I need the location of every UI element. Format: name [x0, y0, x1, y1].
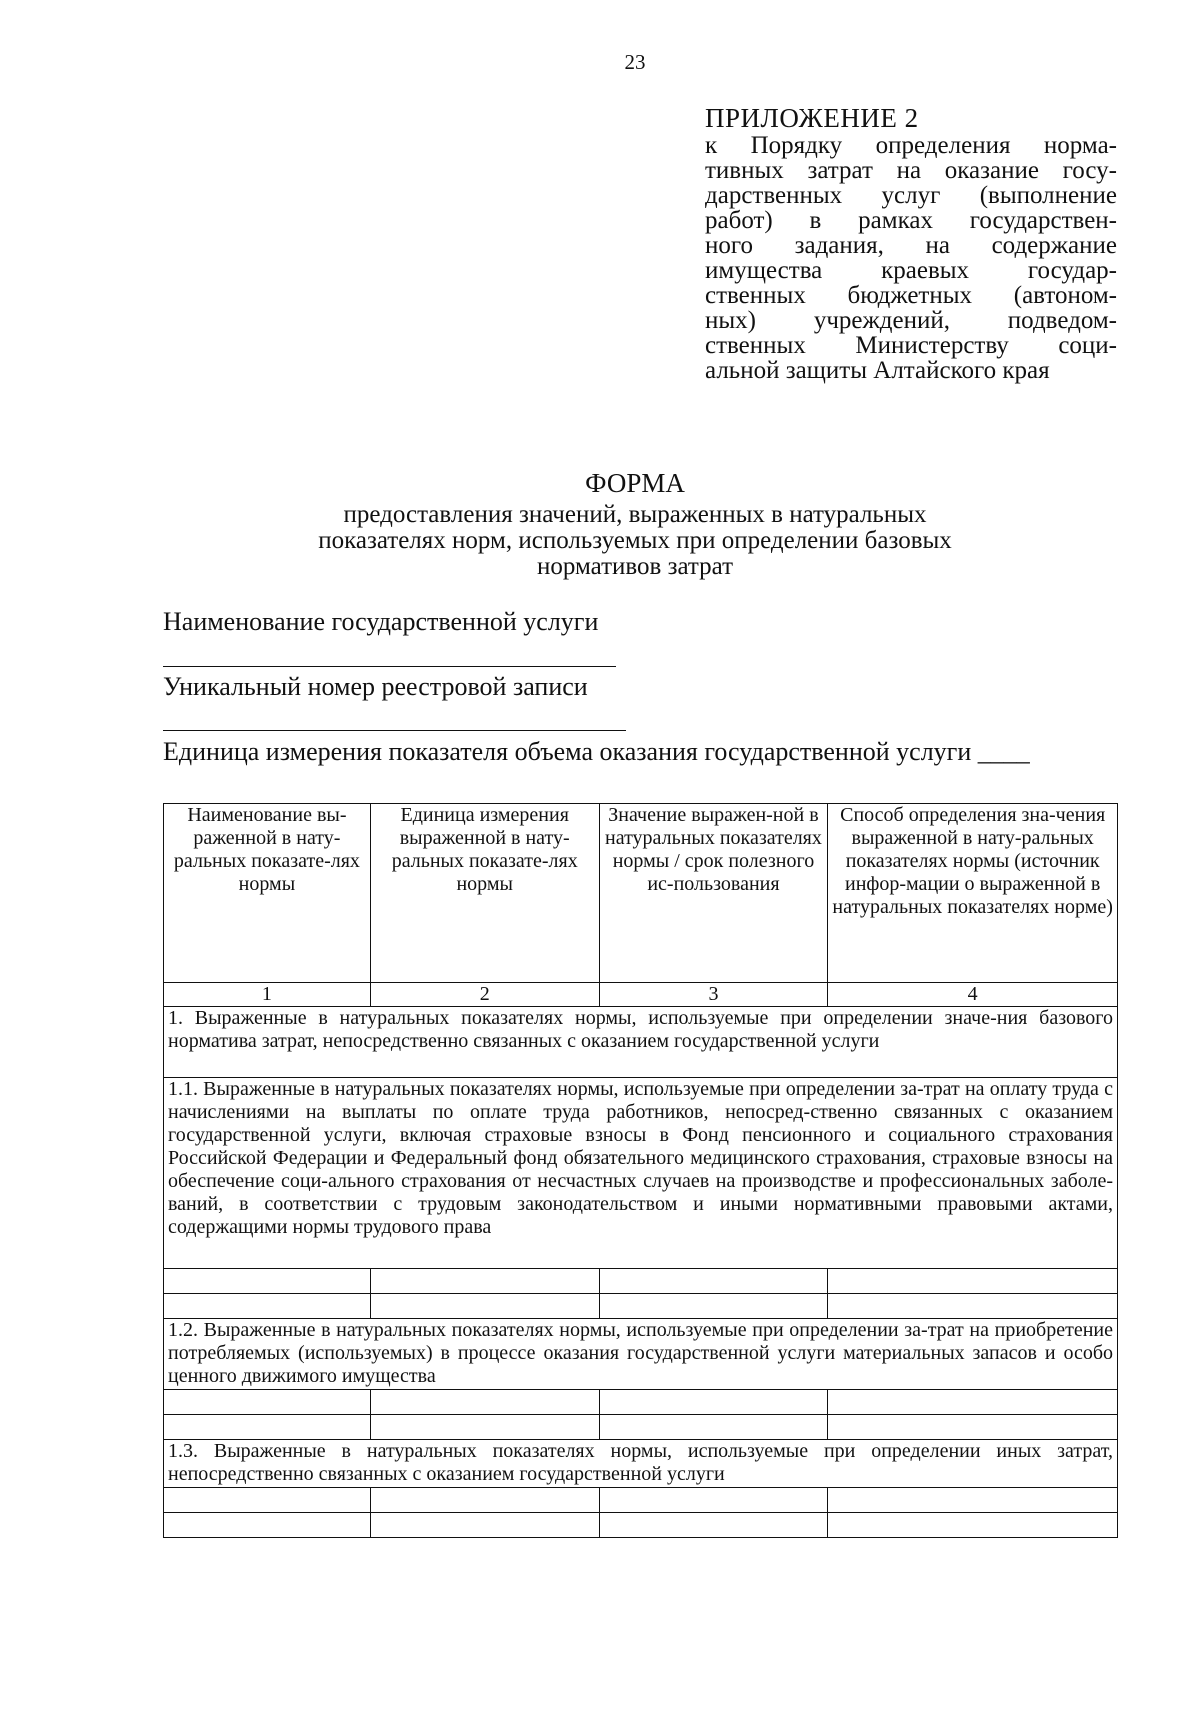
appendix-block	[705, 103, 1117, 383]
table-row	[164, 1269, 1118, 1294]
section-1-3: 1.3. Выраженные в натуральных показателях нормы, используемые при определении иных затрат, непосредственно связанных с оказанием государственной услуги	[164, 1440, 1118, 1488]
table-row	[164, 1294, 1118, 1319]
table-cell[interactable]	[370, 1294, 599, 1319]
appendix-line: к Порядку определения норма-	[705, 132, 1117, 159]
column-number: 2	[370, 983, 599, 1007]
appendix-line: тивных затрат на оказание госу-	[705, 157, 1117, 184]
form-title: ФОРМА	[585, 468, 685, 498]
table-cell[interactable]	[164, 1294, 371, 1319]
appendix-line: имущества краевых государ-	[705, 257, 1117, 284]
table-cell[interactable]	[828, 1513, 1118, 1538]
header-unit: Единица измерения выраженной в нату-ральных показате-лях нормы	[370, 804, 599, 983]
appendix-line: ственных бюджетных (автоном-	[705, 282, 1117, 309]
table-cell[interactable]	[370, 1415, 599, 1440]
registry-number-blank[interactable]	[163, 730, 626, 731]
column-number: 1	[164, 983, 371, 1007]
table-cell[interactable]	[599, 1415, 828, 1440]
table-cell[interactable]	[164, 1488, 371, 1513]
section-row	[164, 1440, 1118, 1488]
table-cell[interactable]	[828, 1269, 1118, 1294]
form-subtitle-line: показателях норм, используемых при определении базовых	[318, 527, 952, 554]
form-subtitle-line: предоставления значений, выраженных в натуральных	[343, 501, 927, 528]
page-number: 23	[624, 50, 646, 74]
service-name-blank[interactable]	[163, 666, 616, 667]
column-number: 4	[828, 983, 1118, 1007]
table-row	[164, 1415, 1118, 1440]
table-cell[interactable]	[164, 1269, 371, 1294]
column-number-row	[164, 983, 1118, 1007]
header-norm-name: Наименование вы-раженной в нату-ральных показате-лях нормы	[164, 804, 371, 983]
header-value: Значение выражен-ной в натуральных показателях нормы / срок полезного ис-пользования	[599, 804, 828, 983]
section-1: 1. Выраженные в натуральных показателях нормы, используемые при определении значе-ния базового норматива затрат, непосредственно связанных с оказанием государственной услуги	[164, 1007, 1118, 1078]
section-row	[164, 1007, 1118, 1078]
table-cell[interactable]	[164, 1513, 371, 1538]
table-cell[interactable]	[599, 1488, 828, 1513]
table-cell[interactable]	[828, 1390, 1118, 1415]
table-cell[interactable]	[599, 1513, 828, 1538]
section-row	[164, 1319, 1118, 1390]
appendix-line: дарственных услуг (выполнение	[705, 182, 1117, 209]
appendix-line: ного задания, на содержание	[705, 232, 1117, 259]
table-cell[interactable]	[370, 1269, 599, 1294]
section-1-2: 1.2. Выраженные в натуральных показателях нормы, используемые при определении за-трат на приобретение потребляемых (используемых) в процессе оказания государственной услуги материальных запасов и особо ценного движимого имущества	[164, 1319, 1118, 1390]
table-cell[interactable]	[370, 1390, 599, 1415]
form-subtitle-line: нормативов затрат	[536, 553, 734, 580]
table-cell[interactable]	[370, 1513, 599, 1538]
service-name-label: Наименование государственной услуги	[163, 607, 599, 636]
table-cell[interactable]	[828, 1488, 1118, 1513]
appendix-line: альной защиты Алтайского края	[705, 357, 1050, 384]
table-cell[interactable]	[164, 1390, 371, 1415]
table-cell[interactable]	[828, 1415, 1118, 1440]
appendix-line: работ) в рамках государствен-	[705, 207, 1117, 234]
table-cell[interactable]	[828, 1294, 1118, 1319]
column-number: 3	[599, 983, 828, 1007]
table-cell[interactable]	[370, 1488, 599, 1513]
table-cell[interactable]	[599, 1269, 828, 1294]
table-row	[164, 1390, 1118, 1415]
table-row	[164, 1488, 1118, 1513]
table-cell[interactable]	[599, 1294, 828, 1319]
appendix-line: ных) учреждений, подведом-	[705, 307, 1117, 334]
table-row	[164, 1513, 1118, 1538]
unit-of-measure-label: Единица измерения показателя объема оказания государственной услуги ____	[163, 737, 1030, 766]
table-cell[interactable]	[164, 1415, 371, 1440]
table-header-row	[164, 804, 1118, 983]
appendix-text	[705, 133, 1117, 383]
section-1-1: 1.1. Выраженные в натуральных показателях нормы, используемые при определении за-трат на оплату труда с начислениями на выплаты по оплате труда работников, непосред-ственно связанных с оказанием государственной услуги, включая страховые взносы в Фонд пенсионного и социального страхования Российской Федерации и Федеральный фонд обязательного медицинского страхования, страховые взносы на обеспечение соци-ального страхования от несчастных случаев на производстве и профессиональных заболе-ваний, в соответствии с трудовым законодательством и иными нормативными правовыми актами, содержащими нормы трудового права	[164, 1078, 1118, 1269]
form-subtitle	[0, 502, 1200, 580]
header-method: Способ определения зна-чения выраженной в нату-ральных показателях нормы (источник инфор-мации о выраженной в натуральных показателях норме)	[828, 804, 1118, 983]
appendix-line: ственных Министерству соци-	[705, 332, 1117, 359]
norms-table	[163, 803, 1118, 1538]
appendix-title: ПРИЛОЖЕНИЕ 2	[705, 103, 919, 133]
section-row	[164, 1078, 1118, 1269]
table-cell[interactable]	[599, 1390, 828, 1415]
registry-number-label: Уникальный номер реестровой записи	[163, 672, 588, 701]
